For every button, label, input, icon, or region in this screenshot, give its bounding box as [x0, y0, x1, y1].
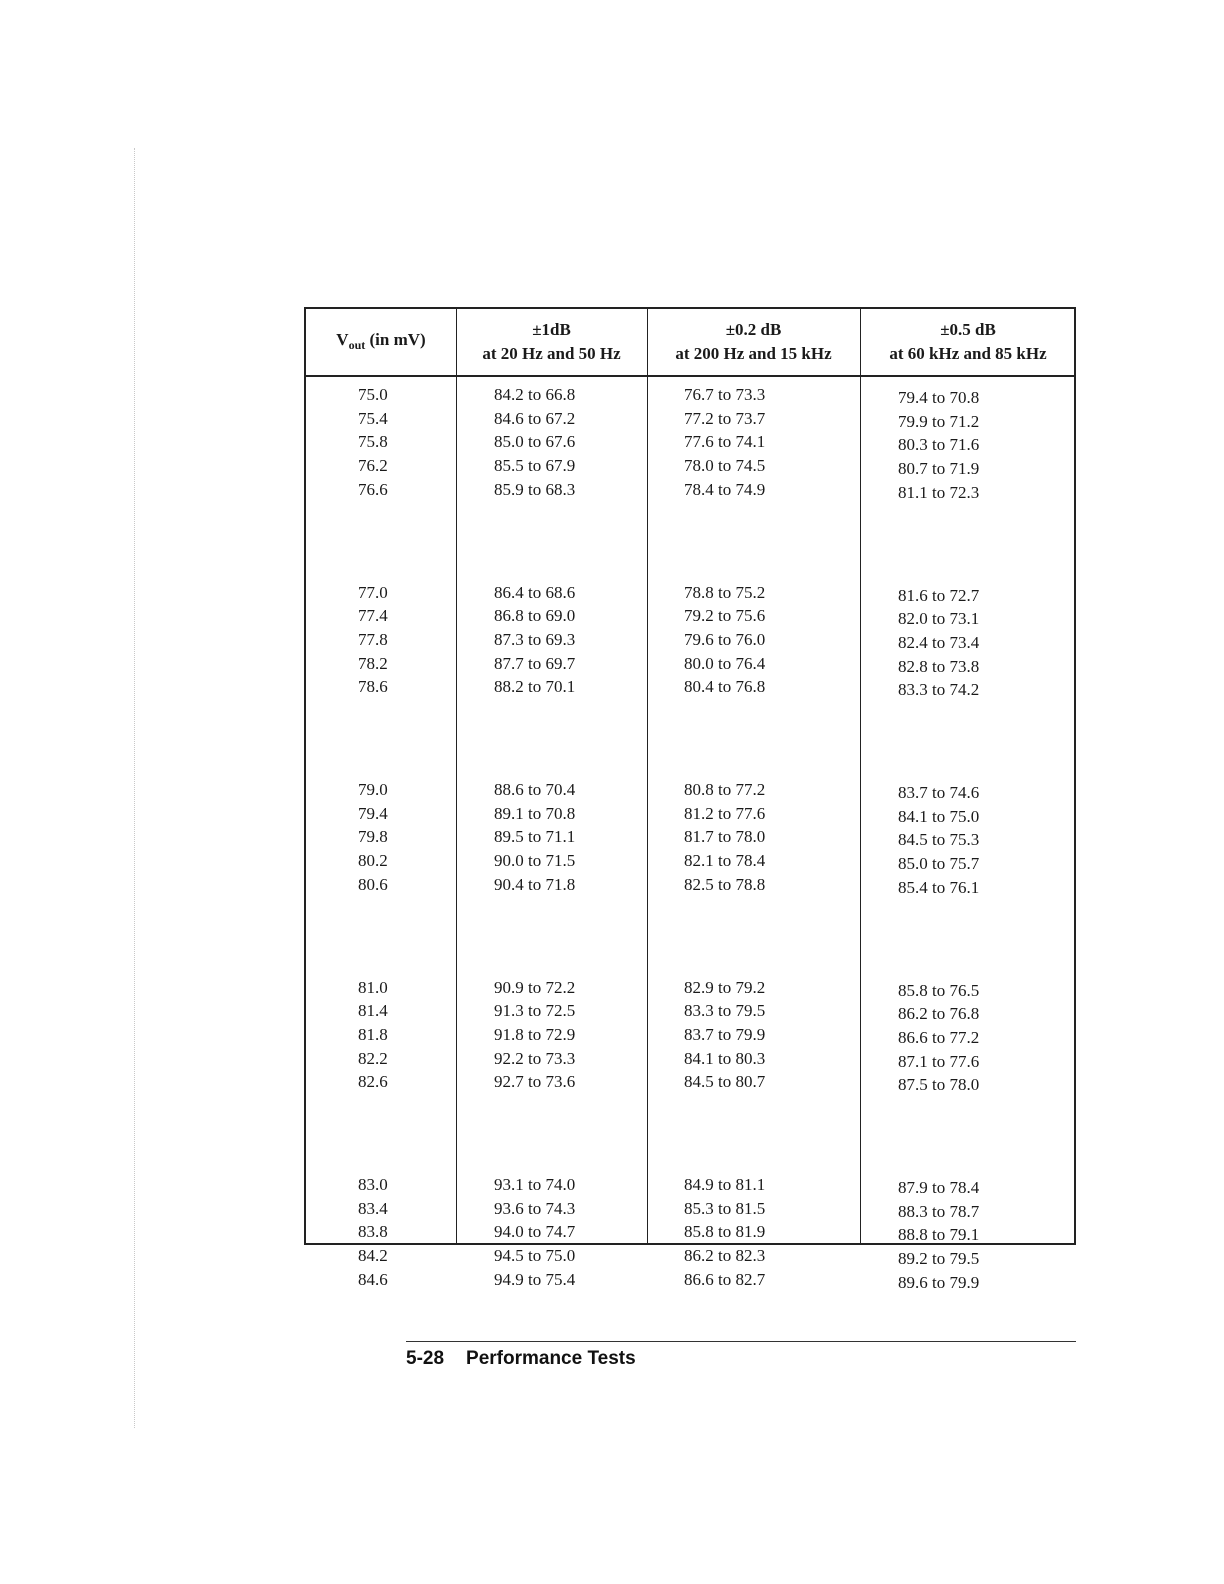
db1-cell: 85.9 to 68.3 — [494, 479, 576, 499]
db1-cell: 84.6 to 67.2 — [494, 408, 576, 428]
vout-cell: 84.2 — [358, 1246, 388, 1266]
db02-column — [684, 383, 765, 1371]
header-02db-tolerance: ±0.2 dB — [725, 320, 782, 339]
vout-cell: 84.6 — [358, 1269, 388, 1289]
row-group — [494, 976, 575, 1095]
vout-cell: 83.8 — [358, 1222, 388, 1242]
column-divider — [456, 309, 457, 1243]
db1-cell: 84.2 to 66.8 — [494, 385, 576, 404]
row-group — [898, 1176, 979, 1295]
vout-cell: 75.0 — [358, 385, 388, 404]
section-title: Performance Tests — [466, 1348, 636, 1369]
row-group — [684, 778, 765, 897]
db05-cell: 87.9 to 78.4 — [898, 1178, 980, 1198]
db1-cell: 90.9 to 72.2 — [494, 977, 576, 997]
db02-cell: 82.9 to 79.2 — [684, 977, 766, 997]
db05-cell: 82.8 to 73.8 — [898, 656, 980, 676]
db1-cell: 88.6 to 70.4 — [494, 780, 576, 800]
footer-divider — [406, 1341, 1076, 1342]
db05-cell: 81.1 to 72.3 — [898, 482, 980, 502]
db02-cell: 83.7 to 79.9 — [684, 1024, 766, 1044]
header-vout-label — [336, 328, 425, 357]
db1-cell: 86.8 to 69.0 — [494, 606, 576, 626]
db1-cell: 90.0 to 71.5 — [494, 851, 576, 871]
db05-cell: 86.2 to 76.8 — [898, 1004, 980, 1024]
db02-cell: 84.1 to 80.3 — [684, 1048, 766, 1068]
vout-cell: 76.2 — [358, 456, 388, 476]
db1-cell: 93.6 to 74.3 — [494, 1198, 576, 1218]
db1-cell: 93.1 to 74.0 — [494, 1175, 576, 1195]
db02-cell: 81.2 to 77.6 — [684, 803, 766, 823]
db02-cell: 80.8 to 77.2 — [684, 780, 766, 800]
page-number: 5-28 — [406, 1348, 445, 1369]
db1-cell: 91.3 to 72.5 — [494, 1001, 576, 1021]
db1-cell: 89.5 to 71.1 — [494, 827, 576, 847]
db05-cell: 84.5 to 75.3 — [898, 830, 980, 850]
db05-cell: 80.3 to 71.6 — [898, 435, 980, 455]
db1-cell: 87.7 to 69.7 — [494, 653, 576, 673]
row-group — [358, 383, 388, 502]
vout-cell: 80.6 — [358, 874, 388, 894]
db02-cell: 78.4 to 74.9 — [684, 479, 766, 499]
db02-cell: 81.7 to 78.0 — [684, 827, 766, 847]
row-group — [358, 976, 388, 1095]
row-group — [358, 778, 388, 897]
row-group — [494, 383, 575, 502]
db02-cell: 82.1 to 78.4 — [684, 851, 766, 871]
vout-cell: 81.8 — [358, 1024, 388, 1044]
row-group — [358, 581, 388, 700]
header-1db — [456, 309, 647, 375]
db02-cell: 84.5 to 80.7 — [684, 1072, 766, 1092]
vout-cell: 82.2 — [358, 1048, 388, 1068]
vout-cell: 83.4 — [358, 1198, 388, 1218]
db02-cell: 76.7 to 73.3 — [684, 385, 766, 404]
db05-cell: 83.7 to 74.6 — [898, 783, 980, 803]
vout-cell: 79.8 — [358, 827, 388, 847]
db02-cell: 77.2 to 73.7 — [684, 408, 766, 428]
vout-cell: 78.6 — [358, 677, 388, 697]
db05-cell: 81.6 to 72.7 — [898, 585, 980, 605]
db1-cell: 88.2 to 70.1 — [494, 677, 576, 697]
db1-cell: 94.0 to 74.7 — [494, 1222, 576, 1242]
vout-cell: 77.8 — [358, 629, 388, 649]
header-divider — [306, 375, 1074, 377]
scan-edge-line — [134, 148, 135, 1428]
db05-cell: 88.8 to 79.1 — [898, 1225, 980, 1245]
db05-cell: 85.8 to 76.5 — [898, 980, 980, 1000]
page-footer — [406, 1348, 636, 1370]
header-02db-frequency: at 200 Hz and 15 kHz — [675, 344, 832, 363]
db02-cell: 77.6 to 74.1 — [684, 432, 766, 452]
db05-column — [898, 386, 979, 1374]
db1-cell: 86.4 to 68.6 — [494, 582, 576, 602]
db02-cell: 85.3 to 81.5 — [684, 1198, 766, 1218]
db02-cell: 85.8 to 81.9 — [684, 1222, 766, 1242]
db05-cell: 80.7 to 71.9 — [898, 459, 980, 479]
db02-cell: 79.6 to 76.0 — [684, 629, 766, 649]
vout-tolerance-table — [304, 307, 1076, 1292]
header-vout — [306, 309, 456, 375]
db05-cell: 85.4 to 76.1 — [898, 877, 980, 897]
db05-cell: 85.0 to 75.7 — [898, 854, 980, 874]
header-1db-frequency: at 20 Hz and 50 Hz — [482, 344, 621, 363]
row-group — [684, 1173, 765, 1292]
vout-column — [358, 383, 388, 1371]
db1-column — [494, 383, 575, 1371]
db1-cell: 85.5 to 67.9 — [494, 456, 576, 476]
db05-cell: 87.1 to 77.6 — [898, 1051, 980, 1071]
db1-cell: 89.1 to 70.8 — [494, 803, 576, 823]
db1-cell: 85.0 to 67.6 — [494, 432, 576, 452]
header-05db — [860, 309, 1076, 375]
db1-cell: 92.2 to 73.3 — [494, 1048, 576, 1068]
db02-cell: 86.6 to 82.7 — [684, 1269, 766, 1289]
row-group — [494, 1173, 575, 1292]
db05-cell: 86.6 to 77.2 — [898, 1027, 980, 1047]
db1-cell: 94.5 to 75.0 — [494, 1246, 576, 1266]
header-vout-v: V — [336, 329, 349, 349]
column-divider — [647, 309, 648, 1243]
db05-cell: 82.0 to 73.1 — [898, 609, 980, 629]
db05-cell: 82.4 to 73.4 — [898, 632, 980, 652]
vout-cell: 83.0 — [358, 1175, 388, 1195]
row-group — [898, 386, 979, 505]
row-group — [684, 976, 765, 1095]
column-divider — [860, 309, 861, 1243]
header-1db-tolerance: ±1dB — [532, 320, 571, 339]
db05-cell: 87.5 to 78.0 — [898, 1075, 980, 1095]
header-02db — [647, 309, 860, 375]
header-vout-subscript: out — [348, 337, 366, 352]
db05-cell: 89.6 to 79.9 — [898, 1272, 980, 1292]
vout-cell: 79.0 — [358, 780, 388, 800]
vout-cell: 80.2 — [358, 851, 388, 871]
vout-cell: 81.4 — [358, 1001, 388, 1021]
vout-cell: 77.4 — [358, 606, 388, 626]
row-group — [358, 1173, 388, 1292]
db02-cell: 86.2 to 82.3 — [684, 1246, 766, 1266]
row-group — [684, 581, 765, 700]
row-group — [898, 781, 979, 900]
db02-cell: 83.3 to 79.5 — [684, 1001, 766, 1021]
row-group — [494, 581, 575, 700]
db02-cell: 80.0 to 76.4 — [684, 653, 766, 673]
vout-cell: 76.6 — [358, 479, 388, 499]
header-vout-unit: (in mV) — [365, 329, 426, 349]
db02-cell: 78.0 to 74.5 — [684, 456, 766, 476]
db02-cell: 80.4 to 76.8 — [684, 677, 766, 697]
header-05db-frequency: at 60 kHz and 85 kHz — [889, 344, 1047, 363]
db1-cell: 92.7 to 73.6 — [494, 1072, 576, 1092]
row-group — [898, 979, 979, 1098]
vout-cell: 82.6 — [358, 1072, 388, 1092]
db1-cell: 90.4 to 71.8 — [494, 874, 576, 894]
db05-cell: 89.2 to 79.5 — [898, 1249, 980, 1269]
vout-cell: 77.0 — [358, 582, 388, 602]
vout-cell: 75.4 — [358, 408, 388, 428]
header-05db-tolerance: ±0.5 dB — [940, 320, 996, 339]
db02-cell: 84.9 to 81.1 — [684, 1175, 766, 1195]
vout-cell: 78.2 — [358, 653, 388, 673]
db05-cell: 79.4 to 70.8 — [898, 388, 980, 407]
db05-cell: 79.9 to 71.2 — [898, 411, 980, 431]
db05-cell: 88.3 to 78.7 — [898, 1201, 980, 1221]
row-group — [898, 584, 979, 703]
db1-cell: 91.8 to 72.9 — [494, 1024, 576, 1044]
vout-cell: 79.4 — [358, 803, 388, 823]
db02-cell: 79.2 to 75.6 — [684, 606, 766, 626]
row-group — [684, 383, 765, 502]
db1-cell: 94.9 to 75.4 — [494, 1269, 576, 1289]
db1-cell: 87.3 to 69.3 — [494, 629, 576, 649]
db05-cell: 83.3 to 74.2 — [898, 680, 980, 700]
db05-cell: 84.1 to 75.0 — [898, 806, 980, 826]
vout-cell: 81.0 — [358, 977, 388, 997]
db02-cell: 78.8 to 75.2 — [684, 582, 766, 602]
db02-cell: 82.5 to 78.8 — [684, 874, 766, 894]
vout-cell: 75.8 — [358, 432, 388, 452]
row-group — [494, 778, 575, 897]
